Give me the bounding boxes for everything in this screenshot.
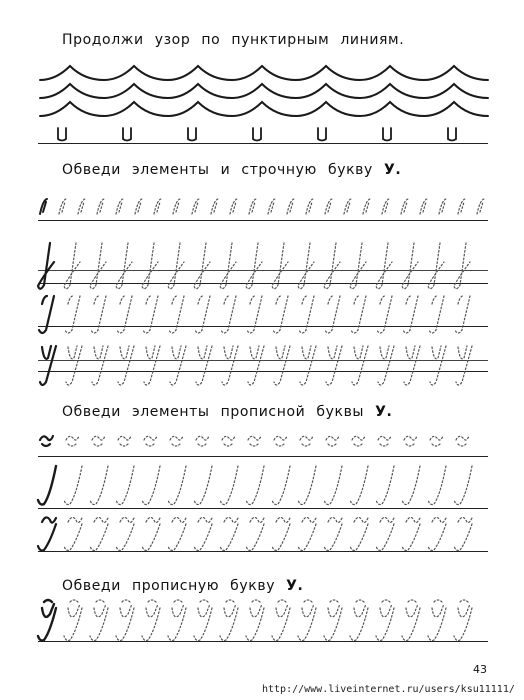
combined-element bbox=[39, 296, 54, 333]
row-lowercase-loops bbox=[38, 243, 470, 289]
hook-element bbox=[97, 199, 104, 214]
lowercase-u bbox=[248, 346, 264, 385]
uppercase-stroke bbox=[194, 466, 212, 505]
hook-element bbox=[268, 199, 275, 214]
hook-element bbox=[420, 199, 427, 214]
instruction-letter: У. bbox=[286, 578, 304, 594]
combined-element bbox=[299, 296, 314, 333]
uppercase-u bbox=[64, 600, 82, 641]
uppercase-stroke bbox=[38, 466, 56, 505]
loop-element bbox=[324, 243, 340, 289]
uppercase-u bbox=[298, 600, 316, 641]
uppercase-combined bbox=[376, 517, 394, 550]
uppercase-u bbox=[350, 600, 368, 641]
uppercase-u bbox=[402, 600, 420, 641]
hook-element bbox=[154, 199, 161, 214]
row-uppercase-stroke bbox=[38, 466, 472, 505]
uppercase-u bbox=[376, 600, 394, 641]
wave-line bbox=[40, 84, 488, 98]
uppercase-u bbox=[220, 600, 238, 641]
uppercase-combined bbox=[454, 517, 472, 550]
uppercase-u bbox=[168, 600, 186, 641]
uppercase-stroke bbox=[64, 466, 82, 505]
wave-u-element bbox=[383, 128, 391, 141]
loop-element bbox=[168, 243, 184, 289]
loop-element bbox=[194, 243, 210, 289]
hook-element bbox=[135, 199, 142, 214]
combined-element bbox=[429, 296, 444, 333]
uppercase-stroke bbox=[350, 466, 368, 505]
loop-element bbox=[350, 243, 366, 289]
hook-element bbox=[287, 199, 294, 214]
combined-element bbox=[117, 296, 132, 333]
wave-line bbox=[40, 102, 488, 116]
lowercase-u bbox=[378, 346, 394, 385]
hook-element bbox=[211, 199, 218, 214]
uppercase-u bbox=[90, 600, 108, 641]
instruction-text: Обведи элементы прописной буквы bbox=[62, 404, 365, 420]
page-number: 43 bbox=[473, 663, 487, 676]
instruction-letter: У. bbox=[383, 162, 402, 178]
uppercase-top-element bbox=[430, 436, 443, 446]
uppercase-u bbox=[428, 600, 446, 641]
row-uppercase-combined bbox=[38, 517, 472, 550]
lowercase-u bbox=[352, 346, 368, 385]
hook-element bbox=[78, 199, 85, 214]
uppercase-combined bbox=[246, 517, 264, 550]
lowercase-u bbox=[274, 346, 290, 385]
hook-element bbox=[116, 199, 123, 214]
loop-element bbox=[220, 243, 236, 289]
hook-element bbox=[40, 199, 47, 214]
uppercase-combined bbox=[90, 517, 108, 550]
lowercase-u bbox=[430, 346, 446, 385]
uppercase-stroke bbox=[246, 466, 264, 505]
loop-element bbox=[298, 243, 314, 289]
lowercase-u bbox=[170, 346, 186, 385]
combined-element bbox=[169, 296, 184, 333]
wave-u-element bbox=[188, 128, 196, 141]
uppercase-u bbox=[38, 600, 56, 641]
uppercase-combined bbox=[298, 517, 316, 550]
uppercase-top-element bbox=[456, 436, 469, 446]
instruction-text: Обведи элементы и строчную букву bbox=[62, 162, 373, 178]
uppercase-stroke bbox=[454, 466, 472, 505]
instruction-letter: У. bbox=[375, 404, 393, 420]
loop-element bbox=[246, 243, 262, 289]
hook-element bbox=[363, 199, 370, 214]
combined-element bbox=[351, 296, 366, 333]
loop-element bbox=[38, 243, 54, 289]
lowercase-u bbox=[222, 346, 238, 385]
lowercase-u bbox=[144, 346, 160, 385]
uppercase-u bbox=[454, 600, 472, 641]
uppercase-top-element bbox=[222, 436, 235, 446]
hook-element bbox=[401, 199, 408, 214]
hook-element bbox=[382, 199, 389, 214]
loop-element bbox=[116, 243, 132, 289]
uppercase-stroke bbox=[116, 466, 134, 505]
combined-element bbox=[455, 296, 470, 333]
hook-element bbox=[249, 199, 256, 214]
hook-element bbox=[458, 199, 465, 214]
uppercase-u bbox=[272, 600, 290, 641]
uppercase-stroke bbox=[142, 466, 160, 505]
uppercase-u bbox=[194, 600, 212, 641]
combined-element bbox=[247, 296, 262, 333]
wave-u-element bbox=[318, 128, 326, 141]
hook-element bbox=[477, 199, 484, 214]
loop-element bbox=[90, 243, 106, 289]
wave-line bbox=[40, 66, 488, 80]
row-uppercase-top-element bbox=[40, 436, 469, 446]
instruction-text: Продолжи узор по пунктирным линиям. bbox=[62, 32, 405, 48]
row-lowercase-combined bbox=[39, 296, 470, 333]
uppercase-top-element bbox=[66, 436, 79, 446]
lowercase-u bbox=[456, 346, 472, 385]
loop-element bbox=[376, 243, 392, 289]
uppercase-stroke bbox=[220, 466, 238, 505]
row-lowercase-u bbox=[40, 346, 472, 385]
loop-element bbox=[428, 243, 444, 289]
uppercase-combined bbox=[116, 517, 134, 550]
combined-element bbox=[143, 296, 158, 333]
uppercase-top-element bbox=[378, 436, 391, 446]
lowercase-u bbox=[118, 346, 134, 385]
uppercase-stroke bbox=[168, 466, 186, 505]
uppercase-stroke bbox=[90, 466, 108, 505]
uppercase-stroke bbox=[402, 466, 420, 505]
uppercase-combined bbox=[272, 517, 290, 550]
uppercase-stroke bbox=[428, 466, 446, 505]
loop-element bbox=[454, 243, 470, 289]
uppercase-top-element bbox=[274, 436, 287, 446]
uppercase-combined bbox=[324, 517, 342, 550]
combined-element bbox=[273, 296, 288, 333]
lowercase-u bbox=[326, 346, 342, 385]
uppercase-stroke bbox=[324, 466, 342, 505]
uppercase-stroke bbox=[272, 466, 290, 505]
hook-element bbox=[325, 199, 332, 214]
hook-element bbox=[439, 199, 446, 214]
uppercase-combined bbox=[428, 517, 446, 550]
combined-element bbox=[377, 296, 392, 333]
uppercase-combined bbox=[194, 517, 212, 550]
uppercase-top-element bbox=[404, 436, 417, 446]
combined-element bbox=[91, 296, 106, 333]
hook-element bbox=[173, 199, 180, 214]
lowercase-u bbox=[196, 346, 212, 385]
lowercase-u bbox=[92, 346, 108, 385]
uppercase-top-element bbox=[92, 436, 105, 446]
uppercase-top-element bbox=[118, 436, 131, 446]
uppercase-u bbox=[116, 600, 134, 641]
uppercase-stroke bbox=[298, 466, 316, 505]
wave-pattern bbox=[40, 66, 488, 141]
loop-element bbox=[64, 243, 80, 289]
wave-u-element bbox=[123, 128, 131, 141]
instruction-text: Обведи прописную букву bbox=[62, 578, 276, 594]
uppercase-top-element bbox=[352, 436, 365, 446]
uppercase-combined bbox=[168, 517, 186, 550]
uppercase-top-element bbox=[248, 436, 261, 446]
uppercase-top-element bbox=[170, 436, 183, 446]
lowercase-u bbox=[300, 346, 316, 385]
uppercase-top-element bbox=[144, 436, 157, 446]
wave-u-element bbox=[448, 128, 456, 141]
row-lowercase-hooks bbox=[40, 199, 484, 214]
uppercase-top-element bbox=[300, 436, 313, 446]
hook-element bbox=[192, 199, 199, 214]
uppercase-combined bbox=[142, 517, 160, 550]
loop-element bbox=[142, 243, 158, 289]
lowercase-u bbox=[66, 346, 82, 385]
combined-element bbox=[195, 296, 210, 333]
lowercase-u bbox=[40, 346, 56, 385]
lowercase-u bbox=[404, 346, 420, 385]
uppercase-combined bbox=[402, 517, 420, 550]
uppercase-u bbox=[324, 600, 342, 641]
wave-u-element bbox=[253, 128, 261, 141]
loop-element bbox=[272, 243, 288, 289]
hook-element bbox=[344, 199, 351, 214]
combined-element bbox=[325, 296, 340, 333]
wave-u-element bbox=[58, 128, 66, 141]
uppercase-stroke bbox=[376, 466, 394, 505]
loop-element bbox=[402, 243, 418, 289]
hook-element bbox=[59, 199, 66, 214]
footer-url: http://www.liveinternet.ru/users/ksu11111/ bbox=[262, 684, 515, 695]
hook-element bbox=[230, 199, 237, 214]
combined-element bbox=[403, 296, 418, 333]
combined-element bbox=[221, 296, 236, 333]
uppercase-combined bbox=[64, 517, 82, 550]
uppercase-top-element bbox=[196, 436, 209, 446]
uppercase-u bbox=[142, 600, 160, 641]
uppercase-u bbox=[246, 600, 264, 641]
combined-element bbox=[65, 296, 80, 333]
uppercase-combined bbox=[38, 517, 56, 550]
uppercase-top-element bbox=[40, 436, 53, 446]
uppercase-combined bbox=[350, 517, 368, 550]
hook-element bbox=[306, 199, 313, 214]
uppercase-top-element bbox=[326, 436, 339, 446]
uppercase-combined bbox=[220, 517, 238, 550]
row-uppercase-u bbox=[38, 600, 472, 641]
